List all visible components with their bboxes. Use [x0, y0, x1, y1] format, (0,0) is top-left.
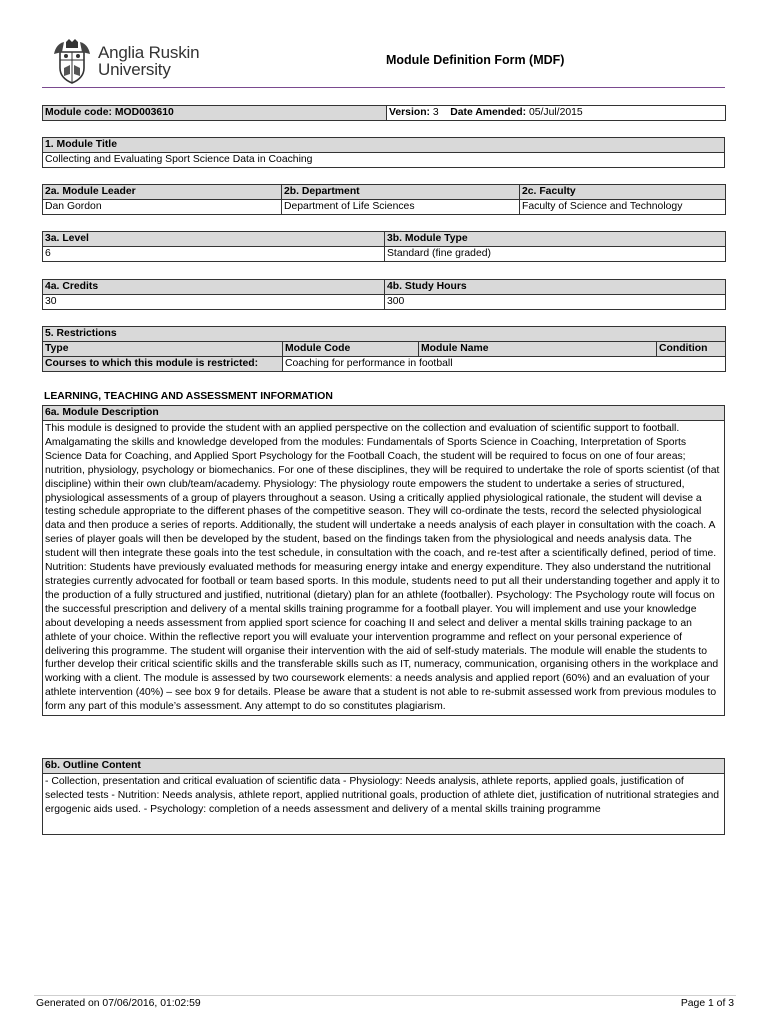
restrictions-col-condition: Condition [657, 342, 726, 357]
title-divider [42, 87, 725, 88]
faculty-value: Faculty of Science and Technology [520, 200, 726, 215]
module-description-label: 6a. Module Description [43, 406, 725, 421]
generated-timestamp: Generated on 07/06/2016, 01:02:59 [36, 998, 201, 1009]
lta-heading: LEARNING, TEACHING AND ASSESSMENT INFORMATION [44, 391, 333, 402]
credits-table [42, 279, 726, 310]
restrictions-col-code: Module Code [283, 342, 419, 357]
date-amended-value: 05/Jul/2015 [528, 107, 583, 118]
module-type-label: 3b. Module Type [385, 232, 726, 247]
university-name-line2: University [98, 60, 171, 79]
leader-table [42, 184, 726, 215]
university-name-line1: Anglia Ruskin [98, 43, 200, 62]
level-table [42, 231, 726, 262]
module-code-value: MOD003610 [114, 107, 174, 118]
department-label: 2b. Department [282, 185, 520, 200]
module-title-label: 1. Module Title [43, 138, 725, 153]
restrictions-row-code: Coaching for performance in football [283, 357, 726, 372]
module-type-value: Standard (fine graded) [385, 247, 726, 262]
restrictions-row-type: Courses to which this module is restricted: [43, 357, 283, 372]
footer-divider [34, 995, 736, 996]
restrictions-label: 5. Restrictions [43, 327, 726, 342]
module-description-table [42, 405, 725, 716]
restrictions-col-name: Module Name [419, 342, 657, 357]
module-title-value: Collecting and Evaluating Sport Science Data in Coaching [43, 153, 725, 168]
restrictions-table [42, 326, 726, 372]
faculty-label: 2c. Faculty [520, 185, 726, 200]
outline-content-table [42, 758, 725, 835]
credits-label: 4a. Credits [43, 280, 385, 295]
module-code-cell [43, 106, 387, 121]
university-crest-icon [52, 38, 92, 84]
module-description-text: This module is designed to provide the student with an applied perspective on the collection and evaluation of scientific support to football. Amalgamating the skills and knowledge developed from the modules: Fundamentals of Sports Science in Coaching, Interpretation of Sports Science Data for Coaching, and Applied Sport Psychology for the Football Coach, the student will be required to focus on one of four areas; nutrition, physiology, psychology or biomechanics. For one of these disciplines, they will be required to undertake the role of sports scientist (of that discipline) within their own club/team/academy. Physiology: The physiology route empowers the student to undertake a series of structured, physiological assessments of a group of players throughout a season. Using a critically applied physiological rationale, the student will devise a testing schedule appropriate to the different phases of the competitive season. They will co-ordinate the tests, record the selected physiological data and then produce a series of reports. Additionally, the student will undertake a needs analysis of each player in consultation with the coach. A series of player goals will then be developed by the student, based on the findings taken from the physiological and needs analysis data. The student will then integrate these goals into the test schedule, in consultation with the coach, and re-test after a scientifically defined, period of time. Nutrition: Students have previously evaluated methods for measuring energy intake and energy expenditure. They also understand the nutritional strategies currently advocated for football or team based sports. In this module, students need to put all their understanding together and apply it to the production of a fully structured and justified, nutritional (dietary) plan for an athlete (footballer). Psychology: The Psychology route will focus on the successful prescription and delivery of a mental skills training programme for a football player. You will implement and use your knowledge about developing a needs assessment from applied sport science for coaching II and select and deliver a mental skills training package to an athlete of your choice. Within the reflective report you will evaluate your intervention programme and reflect on your personal experience of delivering this programme. The student will organise their intervention with the aid of self-study materials. The module will enable the students to further develop their critical scientific skills and the transferable skills such as IT, numeracy, communication, organising others in the workplace and working with a client. The module is assessed by two coursework elements: a needs analysis and applied report (60%) and an evaluation of your athlete intervention (40%) – see box 9 for details. Please be aware that a student is not able to re-submit assessed work from previous modules to form any part of this module’s assessment. Any attempt to do so constitutes plagiarism. [43, 421, 725, 716]
study-hours-value: 300 [385, 295, 726, 310]
module-title-table [42, 137, 725, 168]
module-code-label: Module code: [45, 107, 112, 118]
credits-value: 30 [43, 295, 385, 310]
university-logo [52, 38, 199, 84]
restrictions-col-type: Type [43, 342, 283, 357]
module-leader-value: Dan Gordon [43, 200, 282, 215]
level-value: 6 [43, 247, 385, 262]
outline-content-label: 6b. Outline Content [43, 759, 725, 774]
level-label: 3a. Level [43, 232, 385, 247]
version-label: Version: [389, 107, 430, 118]
outline-content-text: - Collection, presentation and critical evaluation of scientific data - Physiology: Needs analysis, athlete reports, applied goals, justification of selected tests - Nutrition: Needs analysis, athlete report, applied nutritional goals, production of athlete diet, justification of nutritional strategies and ergogenic aids used. - Psychology: completion of a needs assessment and delivery of a mental skills training programme [43, 774, 725, 835]
department-value: Department of Life Sciences [282, 200, 520, 215]
version-date-cell [387, 106, 726, 121]
module-meta-table [42, 105, 726, 121]
date-amended-label: Date Amended: [450, 107, 527, 118]
study-hours-label: 4b. Study Hours [385, 280, 726, 295]
module-leader-label: 2a. Module Leader [43, 185, 282, 200]
page-number: Page 1 of 3 [680, 998, 734, 1009]
university-name [98, 44, 199, 78]
form-title: Module Definition Form (MDF) [386, 53, 565, 67]
version-value: 3 [432, 107, 439, 118]
